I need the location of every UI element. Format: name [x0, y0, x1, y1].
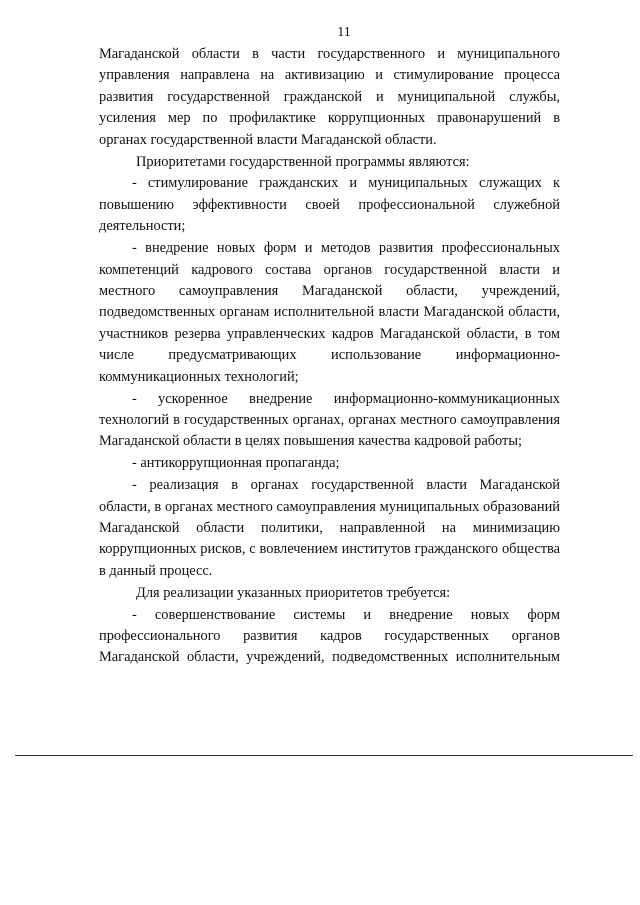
footer-divider [15, 755, 633, 756]
list-item-new-forms: - внедрение новых форм и методов развития профессиональных компетенций кадрового состава органов государственной власти и местного самоуправления Магаданской области, учреждений, подведомственных органам исполнительной власти Магаданской области, участников резерва управленческих кадров Магаданской области, в том числе предусматривающих использование информационно-коммуникационных технологий; [99, 240, 560, 385]
list-item-stimulation: - стимулирование гражданских и муниципальных служащих к повышению эффективности своей профессиональной служебной деятельности; [99, 175, 560, 235]
paragraph-requirements-heading: Для реализации указанных приоритетов требуется: [136, 584, 451, 601]
document-body [99, 44, 560, 669]
list-item-improvement: - совершенствование системы и внедрение новых форм профессионального развития кадров государственных органов Магаданской области, учреждений, подведомственных исполнительным [99, 606, 560, 666]
paragraph-priorities-heading: Приоритетами государственной программы являются: [136, 153, 470, 170]
list-item-ict: - ускоренное внедрение информационно-коммуникационных технологий в государственных органах, органах местного самоуправления Магаданской области в целях повышения качества кадровой работы; [99, 390, 560, 450]
list-item-anticorruption: - антикоррупционная пропаганда; [132, 455, 340, 472]
page-number: 11 [337, 25, 351, 40]
list-item-policy: - реализация в органах государственной власти Магаданской области, в органах местного самоуправления муниципальных образований Магаданской области политики, направленной на минимизацию коррупционных рисков, с вовлечением институтов гражданского общества в данный процесс. [99, 477, 560, 579]
paragraph-intro: Магаданской области в части государственного и муниципального управления направлена на активизацию и стимулирование процесса развития государственной гражданской и муниципальной службы, усиления мер по профилактике коррупционных правонарушений в органах государственной власти Магаданской области. [99, 46, 560, 148]
